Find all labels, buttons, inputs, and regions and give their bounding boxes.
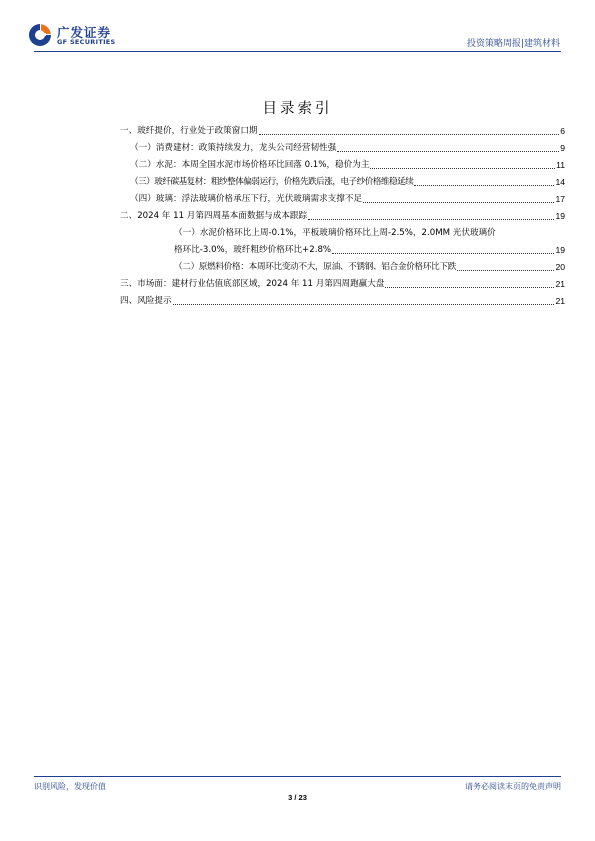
toc-entry-page: 19	[555, 245, 565, 255]
toc-entry[interactable]	[174, 261, 565, 273]
gf-logo-icon	[27, 22, 53, 48]
dot-leader	[332, 253, 554, 254]
page-number: 3 / 23	[288, 793, 307, 802]
dot-leader	[457, 270, 554, 271]
toc-entry-page: 17	[555, 194, 565, 204]
toc-entry-label: 一、玻纤提价，行业处于政策窗口期	[120, 126, 258, 136]
toc-entry-page: 21	[555, 296, 565, 306]
toc-entry-label: （四）玻璃：浮法玻璃价格承压下行，光伏玻璃需求支撑不足	[130, 194, 363, 204]
toc-entry[interactable]	[120, 125, 565, 137]
toc-title: 目录索引	[262, 101, 333, 117]
dot-leader	[385, 287, 554, 288]
header-divider	[34, 51, 561, 52]
toc-entry-page: 9	[560, 143, 565, 153]
footer-disclaimer-note: 请务必阅读末页的免责声明	[465, 782, 561, 791]
report-type: 投资策略周报|建筑材料	[466, 39, 560, 49]
toc-entry[interactable]	[130, 176, 565, 188]
toc-entry-page: 20	[555, 262, 565, 272]
logo-english-name: GF SECURITIES	[57, 38, 116, 46]
toc-entry[interactable]	[120, 210, 565, 222]
toc-entry-label: （二）水泥：本周全国水泥市场价格环比回落 0.1%，稳价为主	[130, 160, 370, 170]
toc-entry-label: （一）消费建材：政策持续发力，龙头公司经营韧性强	[130, 143, 337, 153]
toc-entry-page: 11	[556, 160, 565, 170]
dot-leader	[337, 151, 559, 152]
toc-entry[interactable]	[174, 244, 565, 256]
toc-entry[interactable]	[130, 193, 565, 205]
toc-entry-page: 14	[555, 177, 565, 187]
toc-entry-label: 三、市场面：建材行业估值底部区域，2024 年 11 月第四周跑赢大盘	[120, 279, 385, 289]
toc-entry-wrapped-line[interactable]: （一）水泥价格环比上周-0.1%，平板玻璃价格环比上周-2.5%，2.0MM 光伏玻璃价	[174, 228, 496, 238]
toc-entry-label: 四、风险提示	[120, 296, 172, 306]
toc-entry-page: 21	[555, 279, 565, 289]
dot-leader	[308, 219, 554, 220]
toc-entry-page: 6	[560, 126, 565, 136]
toc-entry-page: 19	[555, 211, 565, 221]
dot-leader	[370, 168, 555, 169]
toc-entry-label: （二）原燃料价格：本周环比变动不大，原油、不锈钢、铝合金价格环比下跌	[174, 262, 456, 272]
toc-entry-label: 二、2024 年 11 月第四周基本面数据与成本跟踪	[120, 211, 308, 221]
toc-entry[interactable]	[130, 159, 565, 171]
company-logo	[27, 22, 137, 48]
dot-leader	[173, 304, 555, 305]
dot-leader	[414, 185, 554, 186]
footer-divider	[34, 776, 561, 777]
logo-chinese-name: 广发证券	[57, 25, 112, 40]
toc-entry[interactable]	[120, 278, 565, 290]
toc-entry-label: （三）玻纤碳基复材：粗纱整体偏弱运行，价格先跌后涨，电子纱价格维稳延续	[130, 177, 414, 187]
dot-leader	[363, 202, 554, 203]
dot-leader	[259, 134, 560, 135]
toc-entry[interactable]	[120, 295, 565, 307]
toc-entry[interactable]	[130, 142, 565, 154]
toc-entry-label: 格环比-3.0%，玻纤粗纱价格环比+2.8%	[174, 245, 332, 255]
footer-slogan: 识别风险，发现价值	[34, 782, 106, 791]
